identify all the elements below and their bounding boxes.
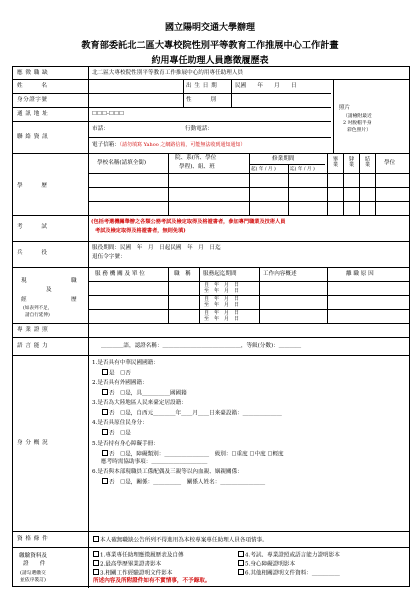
status-q4: 4.是否具原住民身分： bbox=[92, 420, 148, 426]
row-divider bbox=[13, 215, 409, 216]
header-form-title: 約用專任助理人員應徵履歷表 bbox=[151, 56, 269, 66]
exam-note: 考試及檢定取得及格證書者，無則免填) bbox=[95, 228, 186, 234]
status-q1-options[interactable] bbox=[101, 369, 131, 378]
col-attend: 結業 bbox=[364, 156, 370, 167]
checkbox-icon[interactable] bbox=[93, 551, 99, 557]
row-divider bbox=[88, 137, 331, 138]
checkbox-icon[interactable] bbox=[93, 569, 99, 575]
status-q5: 5.是否持有身心障礙手冊： bbox=[92, 441, 159, 447]
status-q6: 6.是否與本部現職員工係配偶及三親等以內血親、姻親關係： bbox=[92, 469, 243, 475]
attachment-4[interactable] bbox=[237, 551, 340, 560]
row-divider bbox=[13, 323, 409, 324]
col-divider bbox=[327, 153, 328, 215]
row-divider bbox=[13, 531, 409, 532]
status-q5-options[interactable] bbox=[101, 450, 284, 459]
row-divider bbox=[88, 309, 409, 310]
checkbox-icon[interactable] bbox=[238, 560, 244, 566]
exp-from[interactable]: 自 年 月 日 bbox=[204, 296, 240, 302]
col-org: 服 務 機 關 及 單 位 bbox=[95, 271, 145, 277]
exp-label: 及 bbox=[46, 287, 52, 293]
col-divider bbox=[359, 153, 360, 215]
col-to: 迄( 年 / 月 ) bbox=[290, 167, 315, 172]
skills-label: 專 業 證 照 bbox=[17, 327, 49, 333]
attachments-label: 繳驗資料及 bbox=[19, 553, 47, 559]
attachment-2[interactable] bbox=[92, 560, 161, 569]
col-divider bbox=[168, 153, 169, 215]
form-table bbox=[12, 66, 410, 587]
status-q3: 3.是否為大陸地區人民來臺定居設籍： bbox=[92, 400, 187, 406]
row-divider bbox=[13, 93, 331, 94]
exp-note: (如表列不足， bbox=[23, 306, 53, 311]
header-institution: 國立陽明交通大學辦理 bbox=[164, 23, 255, 33]
qualification-text: 本人確無職缺公告所列不得進用為本校專案專任助理人員各項情事。 bbox=[100, 537, 268, 544]
birth-value[interactable]: 民國 年 月 日 bbox=[235, 83, 297, 89]
exp-label: 經 bbox=[21, 297, 27, 303]
row-divider bbox=[13, 241, 409, 242]
attachments-warning: 所述內容及所附證件如有不實情事，不予錄取。 bbox=[93, 578, 211, 584]
col-from: 起( 年 / 月 ) bbox=[251, 167, 276, 172]
exp-from[interactable]: 自 年 月 日 bbox=[204, 282, 240, 288]
col-content: 工作內容概述 bbox=[263, 271, 297, 277]
exp-label: 歷 bbox=[71, 297, 77, 303]
col-divider bbox=[249, 153, 250, 215]
checkbox-icon[interactable] bbox=[102, 450, 108, 456]
col-school: 學校名稱(請填全銜) bbox=[97, 160, 147, 166]
checkbox-icon[interactable] bbox=[93, 560, 99, 566]
language-value[interactable]: ＿＿＿＿語，認證名稱：＿＿＿＿＿＿＿＿＿＿＿＿＿＿，等級(分數)：＿＿＿＿ bbox=[101, 343, 302, 349]
exam-note: (包括考選機關舉辦之各類公務考試及檢定取得及格證書者，參加專門職業及技術人員 bbox=[91, 219, 286, 225]
attachments-note: 並依序裝訂) bbox=[20, 578, 46, 583]
exp-to[interactable]: 至 年 月 日 bbox=[204, 288, 240, 294]
email-note: （請勿填寫 Yahoo 之網路信箱，可能無法收到通知通知） bbox=[117, 142, 246, 148]
row-divider bbox=[13, 153, 409, 154]
row-divider bbox=[13, 121, 331, 122]
checkbox-icon[interactable] bbox=[93, 536, 99, 542]
attachment-6[interactable] bbox=[237, 569, 340, 578]
exp-label: 職 bbox=[71, 278, 77, 284]
checkbox-icon[interactable] bbox=[238, 569, 244, 575]
email-label[interactable]: 電子信箱： bbox=[92, 142, 120, 148]
row-divider bbox=[13, 267, 409, 268]
exp-to[interactable]: 至 年 月 日 bbox=[204, 316, 240, 322]
status-q3-options[interactable] bbox=[101, 409, 282, 418]
label-column-divider bbox=[88, 67, 89, 588]
exam-label: 考 試 bbox=[17, 224, 48, 230]
job-value: 北二區大專校院性別平等教育工作推展中心約用專任助理人員 bbox=[92, 69, 244, 76]
photo-label: 照片 bbox=[339, 105, 351, 111]
attachment-5[interactable] bbox=[237, 560, 295, 569]
row-divider bbox=[13, 107, 331, 108]
attachment-1[interactable] bbox=[92, 551, 184, 560]
checkbox-icon[interactable] bbox=[102, 478, 108, 484]
photo-note: （請檢附最近 bbox=[343, 114, 372, 119]
job-label: 應 徵 職 缺 bbox=[17, 69, 49, 76]
col-reason: 離 職 原 因 bbox=[346, 271, 374, 277]
attachment-3-text: 3.相關工作經驗證明文件影本 bbox=[100, 570, 173, 577]
contact-label: 聯 絡 資 訊 bbox=[17, 134, 49, 140]
row-divider bbox=[88, 295, 409, 296]
col-period: 修業期間 bbox=[272, 155, 295, 162]
attachment-1-text: 1.專業專任助理應徵履歷表及自傳 bbox=[100, 552, 184, 559]
birth-label: 出 生 日 期 bbox=[186, 83, 218, 89]
row-divider bbox=[13, 79, 409, 80]
gender-label: 性 別 bbox=[186, 97, 217, 103]
exp-from[interactable]: 自 年 月 日 bbox=[204, 310, 240, 316]
col-divider bbox=[288, 164, 289, 215]
status-q1: 1.是否具有中華民國國籍： bbox=[92, 360, 159, 366]
attachment-2-text: 2.最高學歷畢業證書影本 bbox=[100, 561, 162, 568]
language-label: 語 言 能 力 bbox=[17, 343, 49, 349]
row-divider bbox=[13, 547, 409, 548]
checkbox-icon[interactable] bbox=[102, 369, 108, 375]
col-grad: 畢業 bbox=[332, 156, 338, 167]
row-divider bbox=[13, 337, 409, 338]
col-divider bbox=[333, 79, 334, 153]
attachments-note: (請勾選繳交 bbox=[20, 571, 46, 576]
checkbox-icon[interactable] bbox=[102, 429, 108, 435]
exp-label: 現 bbox=[21, 278, 27, 284]
name-field[interactable] bbox=[92, 83, 180, 90]
military-period[interactable]: 服役期間：民國 年 月 日起民國 年 月 日迄 bbox=[92, 245, 221, 251]
exp-note: 請自行延伸) bbox=[25, 313, 50, 318]
col-degree: 學位 bbox=[384, 160, 396, 166]
education-label: 學 歷 bbox=[17, 183, 48, 189]
status-q2-answer: 否 ☐是，具＿＿＿＿＿國國籍 bbox=[109, 390, 187, 397]
col-service-period: 服務起迄期間 bbox=[203, 271, 237, 277]
military-discharge[interactable]: 退伍令字號： bbox=[92, 254, 126, 260]
col-divider bbox=[375, 153, 376, 215]
col-title: 職 稱 bbox=[174, 271, 191, 277]
col-divider bbox=[343, 153, 344, 215]
name-label: 姓 名 bbox=[17, 83, 48, 89]
photo-box[interactable] bbox=[336, 83, 408, 149]
mobile-label[interactable]: 行動電話： bbox=[185, 126, 213, 132]
qualification-option[interactable] bbox=[92, 536, 268, 545]
row-divider bbox=[88, 201, 409, 202]
row-divider bbox=[249, 164, 325, 165]
col-divider bbox=[231, 79, 232, 107]
col-dept: 學程)、組、班 bbox=[179, 164, 215, 170]
address-value[interactable]: ☐☐☐-☐☐☐ bbox=[92, 111, 124, 117]
row-divider bbox=[88, 281, 409, 282]
row-divider bbox=[13, 355, 409, 356]
attachment-4-text: 4.考試、專業證照或語言能力證明影本 bbox=[245, 552, 340, 559]
col-dept: 院、系(所、學位 bbox=[175, 155, 217, 161]
status-q6-answer: 否 ☐是，關係：＿＿＿＿＿ 關係人姓名：＿＿＿＿＿＿＿＿ bbox=[109, 479, 266, 486]
attachment-5-text: 5.身心障礙證明影本 bbox=[245, 561, 296, 568]
status-q1-answer: 是 ☐否 bbox=[109, 370, 131, 377]
address-label: 通 訊 地 址 bbox=[17, 111, 49, 117]
status-q4-answer: 否 ☐是 bbox=[109, 430, 131, 437]
attachment-3[interactable] bbox=[92, 569, 172, 578]
checkbox-icon[interactable] bbox=[102, 409, 108, 415]
attachments-label: 證 件 bbox=[23, 561, 46, 567]
row-divider bbox=[88, 187, 409, 188]
status-label: 身 分 概 況 bbox=[17, 440, 49, 446]
status-q6-options[interactable] bbox=[101, 478, 265, 487]
military-label: 兵 役 bbox=[17, 250, 48, 256]
status-q2-options[interactable] bbox=[101, 389, 187, 398]
status-q2: 2.是否具有外國國籍： bbox=[92, 380, 148, 386]
checkbox-icon[interactable] bbox=[102, 389, 108, 395]
attachment-6-text: 6.其他相關證明文件資料：＿＿＿＿＿ bbox=[245, 570, 340, 577]
col-study: 肄業 bbox=[348, 156, 354, 167]
phone-label[interactable]: 市話： bbox=[92, 126, 109, 132]
header-project: 教育部委託北二區大專校院性別平等教育工作推展中心工作計畫 bbox=[81, 40, 339, 51]
status-q5-answer: 否 ☐是，障礙類別：＿＿＿＿＿＿＿＿ 級別：☐重度 ☐中度 ☐輕度 bbox=[109, 451, 284, 458]
id-label: 身分證字號 bbox=[17, 97, 48, 103]
photo-note: 2 吋脫帽半身 bbox=[343, 121, 372, 126]
status-q5-assist[interactable]: 應考時需協助事項：＿＿＿＿＿＿＿＿＿＿ bbox=[101, 459, 208, 465]
checkbox-icon[interactable] bbox=[238, 551, 244, 557]
status-q4-options[interactable] bbox=[101, 429, 131, 438]
status-q3-answer: 否 ☐是，自西元＿＿＿＿年＿＿月＿＿日來臺設籍：＿＿＿＿＿＿＿ bbox=[109, 410, 282, 417]
exp-to[interactable]: 至 年 月 日 bbox=[204, 302, 240, 308]
photo-note: 彩色照片） bbox=[347, 128, 371, 133]
qualification-label: 資 格 條 件 bbox=[17, 536, 49, 542]
col-divider bbox=[183, 79, 184, 107]
